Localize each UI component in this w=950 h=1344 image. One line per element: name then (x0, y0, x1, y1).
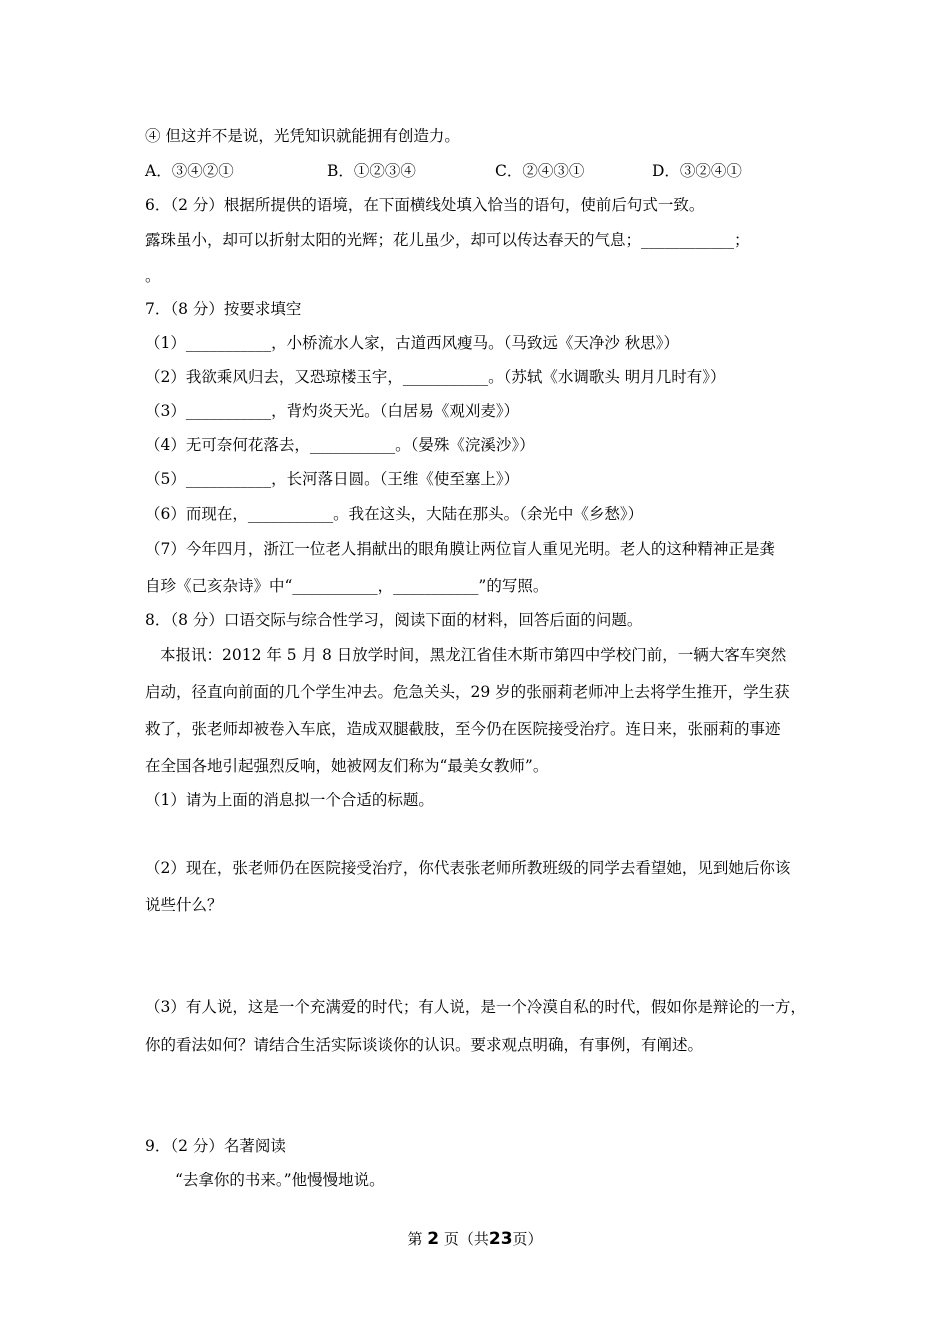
q9-stem: 9．（2 分）名著阅读 (145, 1137, 286, 1155)
page-footer (0, 1228, 950, 1250)
footer-total-pages: 23 (488, 1229, 513, 1249)
footer-suffix: 页） (512, 1230, 543, 1248)
q5-option-d: D．③②④① (652, 162, 742, 180)
q8-passage-line-3: 救了，张老师却被卷入车底，造成双腿截肢，至今仍在医院接受治疗。连日来，张丽莉的事迹 (145, 720, 781, 738)
q7-item-7-line-1: （7）今年四月，浙江一位老人捐献出的眼角膜让两位盲人重见光明。老人的这种精神正是龚 (145, 540, 775, 558)
q8-sub-3-line-1: （3）有人说，这是一个充满爱的时代；有人说，是一个冷漠自私的时代，假如你是辩论的一方， (145, 998, 806, 1016)
q6-line-2: 。 (145, 267, 161, 285)
q5-option-c: C．②④③① (495, 162, 585, 180)
q5-options (145, 160, 805, 182)
q7-item-1: （1）___________，小桥流水人家，古道西风瘦马。（马致远《天净沙 秋思》） (145, 334, 680, 352)
q8-passage-line-2: 启动，径直向前面的几个学生冲去。危急关头，29 岁的张丽莉老师冲上去将学生推开，学生获 (145, 683, 790, 701)
q6-line-1: 露珠虽小，却可以折射太阳的光辉；花儿虽少，却可以传达春天的气息；____________； (145, 231, 750, 249)
q9-quote-line: “去拿你的书来。”他慢慢地说。 (175, 1171, 385, 1189)
q8-passage-line-1: 本报讯：2012 年 5 月 8 日放学时间，黑龙江省佳木斯市第四中学校门前，一辆大客车突然 (160, 646, 787, 664)
q5-statement-4: ④ 但这并不是说，光凭知识就能拥有创造力。 (145, 127, 460, 145)
q5-option-b: B．①②③④ (327, 162, 416, 180)
q7-item-7-line-2: 自珍《己亥杂诗》中“___________，___________”的写照。 (145, 577, 549, 595)
q7-stem: 7．（8 分）按要求填空 (145, 300, 302, 318)
q8-sub-2-line-2: 说些什么？ (145, 896, 223, 914)
footer-page-number: 2 (427, 1229, 440, 1249)
q7-item-4: （4）无可奈何花落去，___________。（晏殊《浣溪沙》） (145, 436, 535, 454)
q8-stem: 8．（8 分）口语交际与综合性学习，阅读下面的材料，回答后面的问题。 (145, 611, 643, 629)
q7-item-2: （2）我欲乘风归去，又恐琼楼玉宇，___________。（苏轼《水调歌头 明月几时有》） (145, 368, 726, 386)
footer-prefix: 第 (407, 1230, 423, 1248)
q6-stem: 6．（2 分）根据所提供的语境，在下面横线处填入恰当的语句，使前后句式一致。 (145, 196, 705, 214)
q8-sub-1: （1）请为上面的消息拟一个合适的标题。 (145, 791, 434, 809)
q7-item-5: （5）___________，长河落日圆。（王维《使至塞上》） (145, 470, 520, 488)
q8-sub-3-line-2: 你的看法如何？请结合生活实际谈谈你的认识。要求观点明确，有事例，有阐述。 (145, 1036, 704, 1054)
footer-mid: 页（共 (443, 1230, 489, 1248)
q7-item-3: （3）___________，背灼炎天光。（白居易《观刈麦》） (145, 402, 520, 420)
q7-item-6: （6）而现在，___________。我在这头，大陆在那头。（余光中《乡愁》） (145, 505, 644, 523)
q8-sub-2-line-1: （2）现在，张老师仍在医院接受治疗，你代表张老师所教班级的同学去看望她，见到她后你该 (145, 859, 791, 877)
q5-option-a: A．③④②① (145, 162, 234, 180)
q8-passage-line-4: 在全国各地引起强烈反响，她被网友们称为“最美女教师”。 (145, 757, 549, 775)
